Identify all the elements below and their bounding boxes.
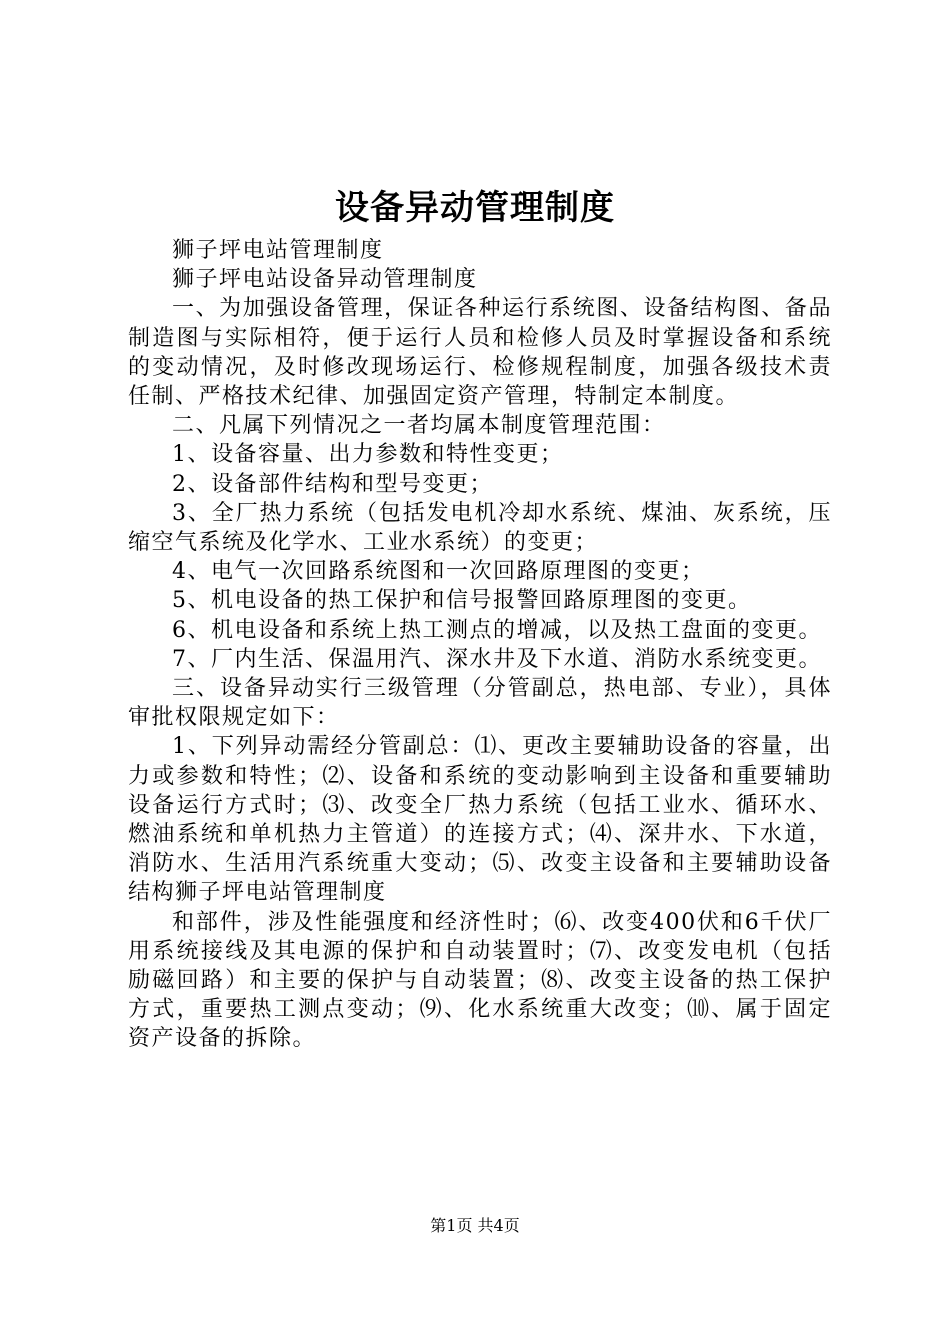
paragraph: 和部件，涉及性能强度和经济性时；⑹、改变400伏和6千伏厂用系统接线及其电源的保护和自动装置时；⑺、改变发电机（包括励磁回路）和主要的保护与自动装置；⑻、改变主设备的热工保护方式，重要热工测点变动；⑼、化水系统重大改变；⑽、属于固定资产设备的拆除。 (128, 909, 832, 1052)
page-title: 设备异动管理制度 (335, 188, 615, 228)
page-footer: 第1页 共4页 (430, 1216, 520, 1235)
paragraph: 1、设备容量、出力参数和特性变更； (172, 442, 564, 468)
paragraph: 一、为加强设备管理，保证各种运行系统图、设备结构图、备品制造图与实际相符，便于运行人员和检修人员及时掌握设备和系统的变动情况，及时修改现场运行、检修规程制度，加强各级技术责任制、严格技术纪律、加强固定资产管理，特制定本制度。 (128, 296, 832, 410)
paragraph: 2、设备部件结构和型号变更； (172, 471, 493, 497)
paragraph: 1、下列异动需经分管副总：⑴、更改主要辅助设备的容量，出力或参数和特性；⑵、设备和系统的变动影响到主设备和重要辅助设备运行方式时；⑶、改变全厂热力系统（包括工业水、循环水、燃油系统和单机热力主管道）的连接方式；⑷、深井水、下水道，消防水、生活用汽系统重大变动；⑸、改变主设备和主要辅助设备结构狮子坪电站管理制度 (128, 734, 832, 906)
paragraph: 4、电气一次回路系统图和一次回路原理图的变更； (172, 559, 705, 585)
paragraph: 7、厂内生活、保温用汽、深水井及下水道、消防水系统变更。 (172, 646, 822, 672)
paragraph: 二、凡属下列情况之一者均属本制度管理范围： (172, 413, 666, 439)
document-body (128, 236, 832, 1054)
paragraph: 3、全厂热力系统（包括发电机冷却水系统、煤油、灰系统，压缩空气系统及化学水、工业水系统）的变更； (128, 500, 832, 556)
paragraph: 5、机电设备的热工保护和信号报警回路原理图的变更。 (172, 588, 752, 614)
paragraph: 6、机电设备和系统上热工测点的增减，以及热工盘面的变更。 (172, 617, 822, 643)
paragraph: 三、设备异动实行三级管理（分管副总，热电部、专业），具体审批权限规定如下： (128, 676, 832, 731)
paragraph: 狮子坪电站设备异动管理制度 (172, 267, 478, 293)
paragraph: 狮子坪电站管理制度 (172, 238, 384, 263)
